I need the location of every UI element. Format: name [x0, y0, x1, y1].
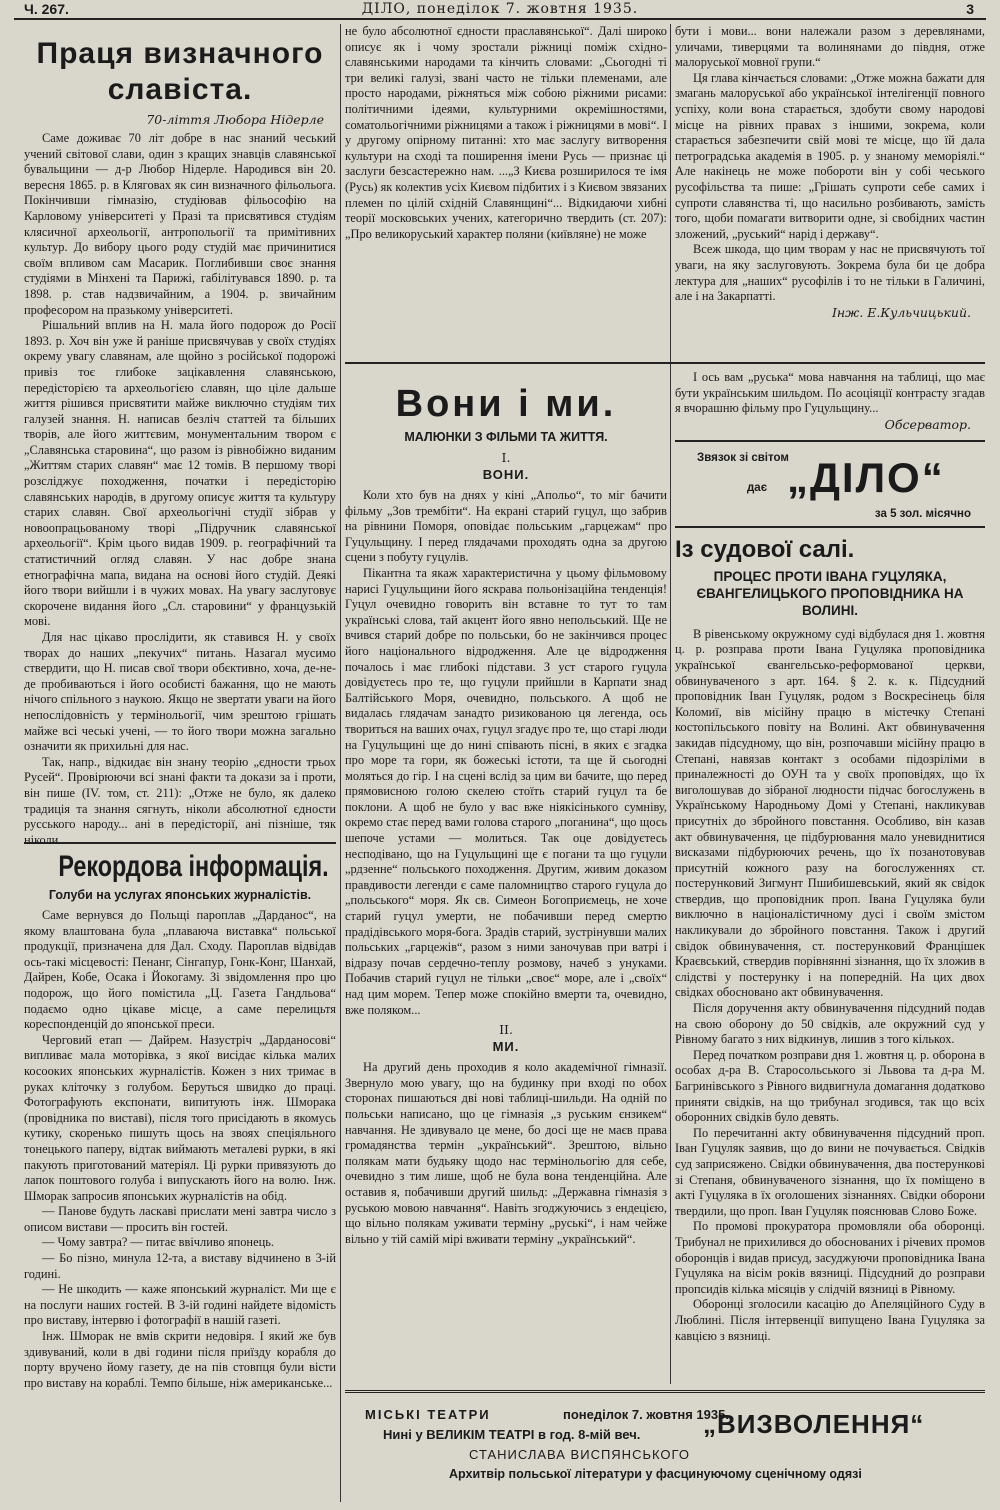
article-paragraph: Саме доживає 70 літ добре в нас знаний чеський учений світової слави, один з кращих знавців славянської бувальщини — д-р Любор Нідерле. Народився він 20. вересня 1865. р. в Кляговах як син визначного фільольога. Покінчивши гімназію, студіював фільософію на Карловому університеті у Празі та присвятився студіям клясичної археольогії, антропольогії та примітивних культур. До вибору цього роду студій має причинитися своїм впливом сам Масарик. Поглибивши своє знання студіями в Мінхені та Парижі, габілітувався 1890. р. та 1898. р. став надзвичайним, а 1904. р. звичайним професором на празькому університеті.: [24, 131, 336, 317]
column-rule: [340, 24, 341, 1502]
column-2-top: [345, 24, 667, 360]
article-title: Рекордова інформація.: [58, 850, 329, 883]
article-paragraph: На другий день проходив я коло академічної гімназії. Звернуло мою увагу, що на будинку при вході по обох сторонах пишаються дві нові таблиці-шильди. На одній по польськи написано, що це гімназія „з руським єнзикем“ навчання. Не здивувало це мене, бо досі ще не маєв права громадянства термін „український“. Зрештою, вільно полякам мати будьяку щодо нас термінольогію для себе, очевидно з тим лише, щоб не була вона тенденційна. Але оставив я, побачивши другий шильд: „Державна гімназія з руською мовою навчання“. Навіть згоджуючись з ендецією, що вільно полякам уживати терміну „руські“, і нам чейже вільно у тій самій мірі вживати терміну „український“.: [345, 1060, 667, 1246]
page-number: 3: [966, 1, 974, 17]
issue-number: Ч. 267.: [24, 1, 69, 17]
article-paragraph: Ця глава кінчається словами: „Отже можна бажати для змагань малоруської або української інтелігенції повного успіху, коли вона старається, здобути свому народові місце на рівних правах з іншими, зокрема, коли старається забезпечити свій мові те місце, що їй дала петроградська академія в 1905. р. у знаному меморіялі.“ Але накінець не може побороти він у собі чеського русофільства та пише: „Грішать супроти себе самих і супроти славянства ті, що насильно розбивають, замість того, щоби помагати витворити одне, зі свобідних частин зложений, „руський“ нарід і державу“.: [675, 70, 985, 241]
theatre-advert: [345, 1390, 985, 1500]
article-paragraph: Рішальний вплив на Н. мала його подорож до Росії 1893. р. Хоч він уже й раніше присвячував у своїх студіях окрему увагу славянам, але щойно з російської подорожі привіз тоє глибоке зацікавлення славянською, передісторією та археольогією славян, що ціле дальше життя рішився присвятити майже виключно студіям тих галузей знання. Н. написав безліч статтей та більших творів, але його життєвим, монументальним твором є „Славянська старовина“, що разом із рівнобіжно виданим „Життям старих славян“ має 12 томів. В першому творі розсліджує походження, початки і передісторію славянських народів, в другому описує життя та культуру старих славян. Свої археольогічні студії зібрав у новоопрацьованому творі „Підручник славянської археольогії“. Крім цього видав 1909. р. географічний та статистичний огляд славян. У нас добре знана етнографічна мапа, видана на основі його студій. Деякі його твори вийшли і в чужих мовах. На увагу заслуговує скорочене видання його „Сл. старовини“ у французькій мові.: [24, 318, 336, 629]
article-paragraph: Для нас цікаво прослідити, як ставився Н. у своїх творах до наших „пекучих“ питань. Назагал мусимо ствердити, що Н. писав свої твори обєктивно, хоча, де-не-де пробиваються і його особисті бажання, що не мають нічого спільного з наукою. Якщо не звертати уваги на його непослідовність у термінольогії, чим зрештою грішать майже всі чеські учені, — то його твори можна загально означити як прихильні для нас.: [24, 630, 336, 754]
article-paragraph: — Панове будуть ласкаві прислати мені завтра число з описом вистави — просить він гостей.: [24, 1204, 336, 1234]
theatre-showtime: Нині у ВЕЛИКІМ ТЕАТРІ в год. 8-мій веч.: [383, 1427, 641, 1442]
advert-tagline: Звязок зі світом: [697, 451, 789, 464]
dateline: ДІЛО, понеділок 7. жовтня 1935.: [361, 1, 639, 17]
article-rekordova: [24, 850, 336, 1391]
article-paragraph: не було абсолютної єдности праславянської“. Далі широко описує як і чому зростали ріжниці поміж східно-славянськими народами та кінчить словами: „Сьогодні ті три великі галузі, звані часто не тільки племенами, але просто народами, ріжняться між собою ріжними рисами: політичними ідеями, культурними окремішностями, соматольогічними ріжницями а також і ріжницями в мові“. І у другому опірному питанні: хто має заслугу витворення культури на сході та поширення імени Русь — признає ці заслуги безсастережно нам. ...„З Києва розширилося те імя (Русь) як колектив усіх Києвом підбитих і з Києвом звязаних племен по цілій східній Славянщині“... Відкидаючи хибні теорії московських учених, категорично твердить (ст. 207): „Про великоруський характер поляни (київляне) не може: [345, 24, 667, 241]
article-paragraph: По перечитанні акту обвинувачення підсудний проп. Іван Гуцуляк заявив, що до вини не почувається. Свідків суд заприсяжено. Свідки обвинувачення, два постерункові зі Степаня, обвинуваченого зізнання, що їх поміщено в акті Гуцуляка в їх оголошених зізнаннях. Свідки оборони твердили, що проп. Іван Гуцуляк пояснював Слово Боже.: [675, 1125, 985, 1218]
theatre-name: МІСЬКІ ТЕАТРИ: [365, 1407, 491, 1422]
section-title: МИ.: [492, 1039, 520, 1055]
article-subtitle: МАЛЮНКИ З ФІЛЬМИ ТА ЖИТТЯ.: [404, 430, 608, 444]
article-paragraph: Після доручення акту обвинувачення підсудний подав на свою оборону до 50 свідків, але окружний суд у Рівному багато з них відкинув, лишив з того кількох.: [675, 1001, 985, 1047]
section-number: I.: [501, 450, 511, 465]
article-subtitle: ПРОЦЕС ПРОТИ ІВАНА ГУЦУЛЯКА, ЄВАНГЕЛИЦЬКОГО ПРОПОВІДНИКА НА ВОЛИНІ.: [696, 568, 964, 618]
article-paragraph: Коли хто був на днях у кіні „Апольо“, то міг бачити фільму „Зов трембіти“. На екрані старий гуцул, що забрив на рівнини Поморя, оповідає польським „гарцежам“ про Гуцульщину. І перед глядачами проходять одна за другою сцени з побуту гуцулів.: [345, 488, 667, 565]
column-rule: [670, 24, 671, 1384]
article-paragraph: Пікантна та якаж характеристична у цьому фільмовому нарисі Гуцульщини його яскрава польонізаційна тенденція! Гуцул очевидно говорить він вставне то тут то там українські слова, тай акцент його явно непольський. Ще не вчився старий добре по польськи, бо не закінчився процес його національного відродження. Але це відродження почалось і має глибокі підстави. З уст старого гуцула довідуєтесь про те, що гуцули прийшли в Карпати знад Балтійського Моря, очевидно, польського. А щоб не видалась глядачам занадто ризикованою ця легенда, ось твориться на ваших очах, гуцул згадує про те, що старі люди на Гуцульщині ще до нині співають пісні, в яких є згадка про море та гори, як божеські істоти, та ще й сьогодні моляться до гір. І на сцені вслід за цим ви бачите, що перед прямовисною голою скелею стоїть старий гуцул та бе поклони. А щоб не було у вас вже ніякісінького сумніву, окремо стає перед вами голова старого „поганина“, що щось шепоче устами — молиться. Так оце довідуєтесь несподівано, що на Гуцульщині ще є погани та що гуцули „рдзенне“ польського походження. Другим, живим доказом правдивости легенди є саме паломництво старого гуцула до „польського“ моря. Як св. Симеон Богоприємець, не хоче старий гуцул умерти, не побачивши перед смертю прадідівського моря-бога. Зрадів старий, зустрінувши малих польських „гарцежів“, разом з ними заночував при ватрі і відразу почав сердечно-теплу розмову, начеб з унуками. Побачив старий гуцул не тільки „своє“ море, але і „своїх“ над цим морем. Тепер може спокійно вмерти та, очевидно, вже поляком...: [345, 565, 667, 1017]
advert-price: за 5 зол. місячно: [874, 507, 971, 520]
article-title: Праця визначного славіста.: [36, 37, 324, 106]
article-paragraph: — Чому завтра? — питає ввічливо японець.: [42, 1235, 274, 1250]
column-3-bottom: [675, 370, 985, 1385]
article-paragraph: — Бо пізно, минула 12-та, а виставу відчинено в 3-ій годині.: [24, 1251, 336, 1281]
article-paragraph: Черговий етап — Дайрем. Назустріч „Дарданосові“ випливає мала моторівка, з якої висідає кілька малих косооких японських журналістів. Кожен з них тримає в руках кліточку з голубом. Беруться швидко до праці. Фотографують експонати, випитують інж. Шморака (провідника по виставі), після того присідають в якомусь кутику, скоренько пишуть щось на звоях спеціяльного тонецького паперу, відтак виймають металеві рурки, в які пакують приготований матеріял. Ці рурки привязують до лапок поштового голуба і випускають його на волю. Інж. Шморак запросив японських журналістів на обід.: [24, 1032, 336, 1203]
article-paragraph: Перед початком розправи дня 1. жовтня ц. р. оборона в особах д-ра В. Старосольського зі Львова та д-ра М. Багринівського з Рівного видвигнула домагання додатково приняти свідків, на що трибунал згодився, так що всіх оборонних свідків було девять.: [675, 1047, 985, 1125]
article-paragraph: По промові прокуратора промовляли оба оборонці. Трибунал не прихилився до обоснованих і річевих промов оборонців і видав присуд, засуджуючи проповідника Івана Гуцуляка на вісім років вязниці. Підсудний до розправи пропсидів кілька місяців у слідчій вязниці в Рівному.: [675, 1219, 985, 1296]
article-paragraph: Оборонці зголосили касацію до Апеляційного Суду в Люблині. Після інтервенції випущено Івана Гуцуляка за кавцією з вязниці.: [675, 1297, 985, 1343]
article-paragraph: Так, напр., відкидає він знану теорію „єдности трьох Русей“. Провірюючи всі знані факти та докази за і проти, він пише (IV. том, ст. 211): „Отже не було, як далеко традиція та знання сягнуть, ніколи абсолютної єдности русського народу... ані в передісторії, ані пізніше, тяк ніколи: [24, 754, 336, 847]
article-paragraph: — Не шкодить — каже японський журналіст. Ми ще є на послуги наших гостей. В 3-ій годині найдете відомість про виставу, інтервю і фотографії в нашій газеті.: [24, 1282, 336, 1328]
article-paragraph: І ось вам „руська“ мова навчання на таблиці, що має бути українським шильдом. По асоціяції контрасту згадав я вчорашню фільму про Гуцульщину...: [675, 370, 985, 416]
article-title: Із судової салі.: [675, 535, 855, 563]
article-title: Вони і ми.: [395, 383, 617, 425]
section-number: II.: [499, 1022, 513, 1038]
theatre-author: СТАНИСЛАВА ВИСПЯНСЬКОГО: [469, 1447, 690, 1462]
column-3-top: [675, 24, 985, 360]
column-1: [24, 24, 336, 1502]
article-paragraph: Саме вернувся до Польщі пароплав „Дарданос“, на якому влаштована була „плаваюча виставка“ польської продукції, призначена для Дал. Сходу. Пароплав відвідав ось-такі місцевості: Пенанг, Сінгапур, Гонк-Конг, Шанхай, Дайрен, Кобе, Осака і Йокогаму. Зі звідомлення про цю подорож, що його помістила „Ц. Газета Гандльова“ подаємо одно цікаве місце, а саме перелицьтя кореспонденцій до японської преси.: [24, 908, 336, 1032]
section-rule: [345, 362, 985, 364]
article-signature: Обсерватор.: [884, 416, 971, 432]
article-subtitle: Голуби на услугах японських журналістів.: [48, 888, 312, 902]
theatre-note: Архитвір польської літератури у фасцинуючому сценічному одязі: [449, 1467, 862, 1481]
theatre-play-title: „ВИЗВОЛЕННЯ“: [703, 1409, 925, 1439]
theatre-date: понеділок 7. жовтня 1935.: [563, 1407, 729, 1422]
masthead: [14, 0, 986, 20]
article-byline: 70-ліття Любора Нідерле: [146, 112, 324, 127]
dilo-advert: [675, 440, 985, 528]
article-paragraph: Всеж шкода, що цим творам у нас не присвячують тої уваги, на яку заслуговують. Зокрема була би це добра лектура для „наших“ русофілів і то не тільки в Галичині, але і на Закарпатті.: [675, 242, 985, 304]
advert-paper-name: „ДІЛО“: [787, 453, 945, 501]
article-paragraph: бути і мови... вони належали разом з деревлянами, уличами, тиверцями та волинянами до півдня, отже малоруської мовної групи.“: [675, 24, 985, 70]
article-paragraph: Інж. Шморак не вмів скрити недовіря. І який же був здивуваний, коли в дві години після приїзду корабля до порту вручено йому газету, де на пів стовпця були вісти про виставу на кораблі. Темпо більше, ніж американське...: [24, 1329, 336, 1390]
section-title: ВОНИ.: [482, 467, 530, 482]
advert-gives: дає: [747, 481, 768, 494]
article-signature: Інж. Е.Кульчицький.: [831, 304, 971, 320]
column-2-bottom: [345, 370, 667, 1385]
article-paragraph: В рівенському окружному суді відбулася дня 1. жовтня ц. р. розправа проти Івана Гуцуляка проповідника української євангельсько-реформованої церкви, обвинуваченого з арт. 164. § 2. к. к. Підсудний проповідник Іван Гуцуляк, родом з Воскресінець біля Коломиї, вів місійну працю в містечку Степані костопільського повіту на Волині. Акт обвинувачення закидав підсудному, що він, розпочавши місійну працю в Степані, навязав контакт з особами підозріліми в приналежності до ОУН та у своїх проповідях, що їх виголошував до зібраної людности підчас богослужень в Українському Народньому Домі у Степані, накликував присутніх до збройного повстання. Особливо, він казав акт обвинувачення, це підбурювання мало уневиднитися висказами підбурюючих речень, що їх позанотовував присутній кожного разу на богослуженнях ст. постерунковий Зигмунт Пшибишевський, який як свідок ствердив, що проповідник проп. Івана Гуцуляка були виключно в націоналістичному дусі і своїм змістом накликували до збройного повстання. Також і другий свідок обвинувачення, ст. постерунковий Францішек Краєвський, ствердив порівнянні зізнання, що їх зложив в слідстві у постерунку і на попередній. На цих двох свідках обосновано акт обвинувачення.: [675, 626, 985, 1000]
